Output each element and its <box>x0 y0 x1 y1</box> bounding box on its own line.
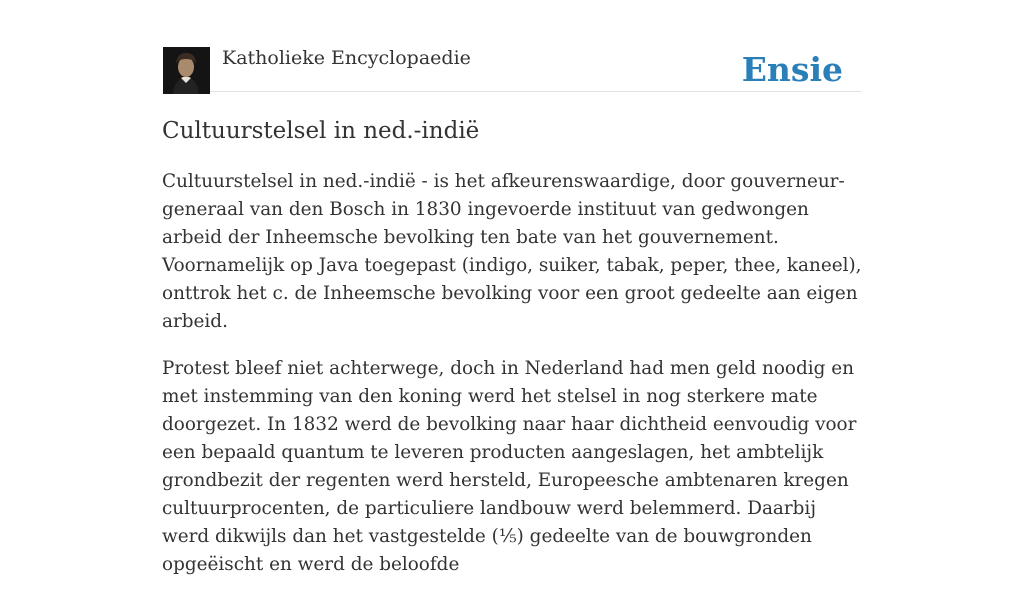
page-title: Cultuurstelsel in ned.-indië <box>162 118 480 144</box>
portrait-image <box>163 47 210 94</box>
page <box>162 0 862 575</box>
header <box>162 0 862 92</box>
paragraph: Protest bleef niet achterwege, doch in Nederland had men geld noodig en met instemming van den koning werd het stelsel in nog sterkere mate doorgezet. In 1832 werd de bevolking naar haar dichtheid eenvoudig voor een bepaald quantum te leveren producten aangeslagen, het ambtelijk grondbezit der regenten werd hersteld, Europeesche ambtenaren kregen cultuurprocenten, de particuliere landbouw werd belemmerd. Daarbij werd dikwijls dan het vastgestelde (⅕) gedeelte van de bouwgronden opgeëischt en werd de beloofde <box>162 358 857 575</box>
article-body <box>162 168 862 598</box>
paragraph: Cultuurstelsel in ned.-indië - is het afkeurenswaardige, door gouverneur-generaal van den Bosch in 1830 ingevoerde instituut van gedwongen arbeid der Inheemsche bevolking ten bate van het gouvernement. Voornamelijk op Java toegepast (indigo, suiker, tabak, peper, thee, kaneel), onttrok het c. de Inheemsche bevolking voor een groot gedeelte aan eigen arbeid. <box>162 171 862 332</box>
site-name[interactable]: Katholieke Encyclopaedie <box>222 47 471 69</box>
brand-logo[interactable]: Ensie <box>741 50 843 89</box>
avatar[interactable] <box>163 47 210 94</box>
